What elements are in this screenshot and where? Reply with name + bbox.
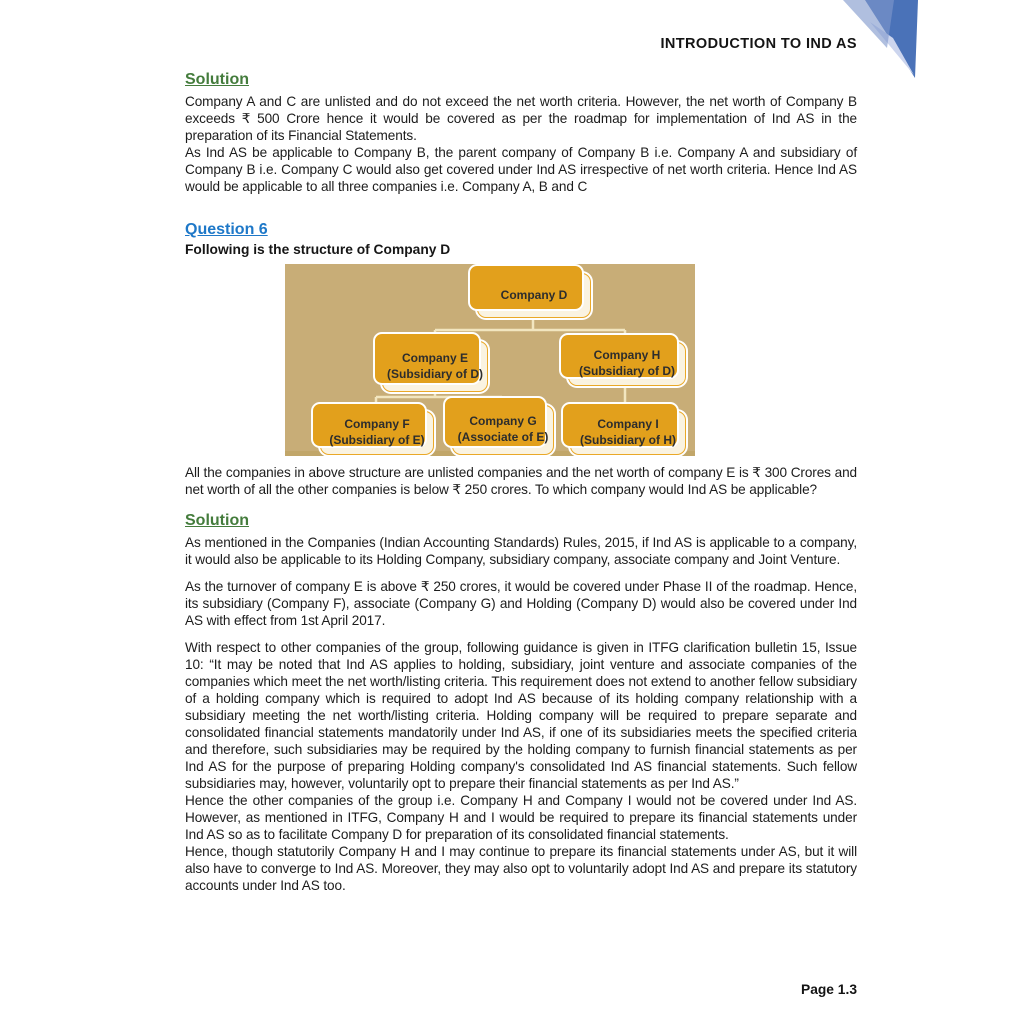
org-node-company-e-name: Company E xyxy=(401,350,468,365)
solution2-paragraph-2: As the turnover of company E is above ₹ 250 crores, it would be covered under Phase II of the roadmap. Hence, its subsidiary (Company F), associate (Company G) and Holding (Company D) would also be covered under Ind AS with effect from 1st April 2017. xyxy=(185,579,857,628)
org-node-company-f-sub: (Subsidiary of E) xyxy=(329,433,425,447)
org-node-company-e xyxy=(382,341,488,392)
org-node-company-h xyxy=(568,342,686,386)
solution-heading-2: Solution xyxy=(185,512,249,529)
content-column xyxy=(185,71,857,894)
company-structure-diagram xyxy=(285,264,695,456)
question6-heading: Question 6 xyxy=(185,221,268,238)
org-node-company-g xyxy=(452,405,554,455)
solution2-paragraph-1: As mentioned in the Companies (Indian Accounting Standards) Rules, 2015, if Ind AS is applicable to a company, it would also be applicable to its Holding Company, subsidiary company, associate company and Joint Venture. xyxy=(185,535,857,567)
solution1-paragraph-2: As Ind AS be applicable to Company B, the parent company of Company B i.e. Company A and subsidiary of Company B i.e. Company C would also get covered under Ind AS irrespective of net worth criteria. Hence Ind AS would be applicable to all three companies i.e. Company A, B and C xyxy=(185,145,857,194)
question6-body: All the companies in above structure are unlisted companies and the net worth of company E is ₹ 300 Crores and net worth of all the other companies is below ₹ 250 crores. To which company would Ind AS be applicable? xyxy=(185,465,857,497)
solution2-paragraph-3: With respect to other companies of the group, following guidance is given in ITFG clarification bulletin 15, Issue 10: “It may be noted that Ind AS applies to holding, subsidiary, joint venture and associate companies of the companies which meet the net worth/listing criteria. This requirement does not extend to another fellow subsidiary of a holding company which is required to adopt Ind AS because of its holding company relationship with a subsidiary meeting the net worth/listing criteria. Holding company will be required to prepare separate and consolidated financial statements mandatorily under Ind AS, if one of its subsidiaries meets the specified criteria and therefore, such subsidiaries may be required by the holding company to furnish financial statements as per Ind AS for the purpose of preparing Holding company's consolidated Ind AS financial statements. Such fellow subsidiaries may, however, voluntarily opt to prepare their financial statements as per Ind AS.” xyxy=(185,640,857,791)
org-node-company-i xyxy=(570,411,686,455)
org-node-company-g-sub: (Associate of E) xyxy=(457,430,549,444)
page-number: Page 1.3 xyxy=(801,982,857,997)
solution2-paragraph-5: Hence, though statutorily Company H and I may continue to prepare its financial statements under AS, but it will also have to converge to Ind AS. Moreover, they may also opt to voluntarily adopt Ind AS and prepare its statutory accounts under Ind AS too. xyxy=(185,844,857,893)
org-node-company-e-sub: (Subsidiary of D) xyxy=(386,366,483,381)
solution2-paragraph-4: Hence the other companies of the group i.e. Company H and Company I would not be covered under Ind AS. However, as mentioned in ITFG, Company H and I would be required to prepare its financial statements under Ind AS so as to facilitate Company D for preparation of its consolidated financial statements. xyxy=(185,793,857,842)
org-node-company-h-sub: (Subsidiary of D) xyxy=(578,364,675,378)
org-node-company-f xyxy=(320,411,434,455)
org-node-company-g-name: Company G xyxy=(469,414,537,429)
org-node-company-f-name: Company F xyxy=(344,417,410,432)
org-node-company-i-name: Company I xyxy=(597,417,659,432)
page-header-title: INTRODUCTION TO IND AS xyxy=(660,36,857,52)
question6-subtitle: Following is the structure of Company D xyxy=(185,242,451,257)
corner-triangle-decoration xyxy=(843,0,921,82)
org-node-company-d xyxy=(477,273,591,318)
org-node-company-h-name: Company H xyxy=(593,348,661,363)
org-node-company-d-name: Company D xyxy=(500,287,568,302)
org-node-company-i-sub: (Subsidiary of H) xyxy=(579,433,676,447)
solution-heading-1: Solution xyxy=(185,71,249,88)
corner-triangle-light xyxy=(843,0,894,48)
solution1-paragraph-1: Company A and C are unlisted and do not exceed the net worth criteria. However, the net worth of Company B exceeds ₹ 500 Crore hence it would be covered as per the roadmap for implementation of Ind AS in the preparation of its Financial Statements. xyxy=(185,94,857,143)
